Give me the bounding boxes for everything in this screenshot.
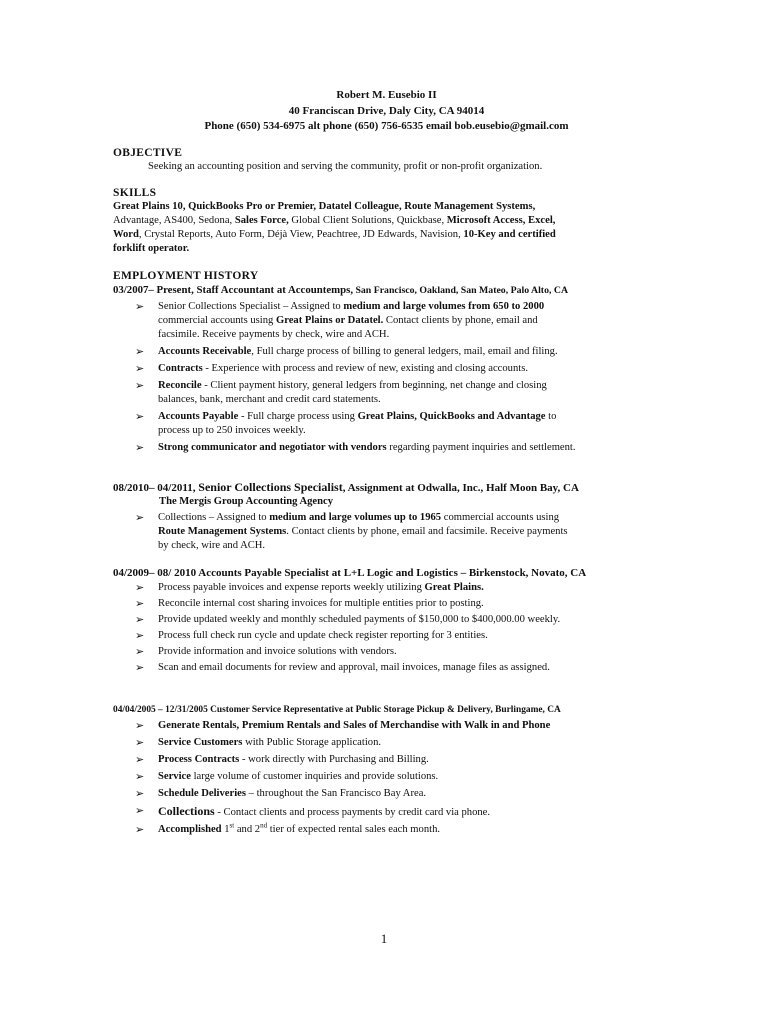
bullet-text: Collections [158,803,215,818]
bullet-text: , Full charge process of billing to general ledgers, mail, email and filing. [251,345,558,357]
bullet-text: - Contact clients and process payments by credit card via phone. [214,806,491,818]
list-item [113,804,660,820]
skills-text: , Crystal Reports, Auto Form, Déjà View, Peachtree, JD Edwards, Navision, [138,228,464,240]
skills-text: 10-Key and certified [463,228,556,240]
arrow-bullet-icon: ➢ [135,344,145,358]
skills-text: Microsoft Access, Excel, [446,214,556,226]
list-item [113,645,660,659]
list-item [113,736,660,750]
list-item [113,820,660,837]
bullet-text: Great Plains or Datatel. [275,314,384,326]
objective-section [113,146,660,174]
bullet-text: 1 [221,823,230,835]
bullet-text: st [229,820,235,829]
bullet-text: Accounts Payable [158,410,239,422]
skills-section [113,186,660,256]
bullet-text: commercial accounts using [158,314,276,326]
bullet-text: . Contact clients by phone, email and facsimile. Receive payments [286,525,568,537]
spacer [113,556,660,566]
bullet-text: commercial accounts using [441,511,560,523]
job-bullets [113,719,660,837]
arrow-bullet-icon: ➢ [135,644,145,658]
bullet-text: nd [260,820,268,829]
bullet-text: - work directly with Purchasing and Billing. [239,753,429,765]
bullet-text: tier of expected rental sales each month. [267,823,441,835]
bullet-text: Reconcile [158,379,202,391]
skills-line-2 [113,214,660,228]
skills-text: Global Client Solutions, Quickbase, [288,214,447,226]
bullet-text: with Public Storage application. [242,736,382,748]
list-item [113,661,660,675]
job-agency: The Mergis Group Accounting Agency [159,495,334,507]
bullet-text: Reconcile internal cost sharing invoices for multiple entities prior to posting. [158,597,484,609]
bullet-text: Schedule Deliveries [158,787,246,799]
bullet-text: Great Plains. [424,581,484,593]
job-heading [113,283,660,298]
skills-text: Advantage, AS400, Sedona, [113,214,235,226]
arrow-bullet-icon: ➢ [135,660,145,674]
list-item [113,770,660,784]
arrow-bullet-icon: ➢ [135,510,145,524]
list-item [113,410,660,438]
arrow-bullet-icon: ➢ [135,628,145,642]
arrow-bullet-icon: ➢ [135,378,145,392]
employment-title: EMPLOYMENT HISTORY [113,269,259,282]
bullet-text: Collections – Assigned to [158,511,270,523]
bullet-text: process up to 250 invoices weekly. [158,424,306,436]
bullet-text: Process Contracts [158,753,240,765]
bullet-text: - Experience with process and review of new, existing and closing accounts. [202,362,528,374]
list-item [113,441,660,455]
bullet-text: Provide updated weekly and monthly scheduled payments of $150,000 to $400,000.00 weekly. [158,613,561,625]
bullet-text: Accomplished [158,823,222,835]
job-heading-text: Senior Collections Specialist [198,479,343,494]
bullet-text: by check, wire and ACH. [158,539,266,551]
job-heading-text: , Assignment at Odwalla, Inc., Half Moon Bay, CA [342,481,579,494]
arrow-bullet-icon: ➢ [135,786,145,800]
bullet-text: Generate Rentals, Premium Rentals and Sales of Merchandise with Walk in and Phone [158,719,551,731]
list-item [113,511,660,553]
spacer [113,677,660,703]
bullet-text: Strong communicator and negotiator with vendors [158,441,387,453]
list-item [113,362,660,376]
bullet-text: Service Customers [158,736,243,748]
bullet-text: - Full charge process using [238,410,358,422]
job-heading: 04/2009– 08/ 2010 Accounts Payable Specialist at L+L Logic and Logistics – Birkenstock, Novato, CA [113,566,587,579]
objective-text: Seeking an accounting position and serving the community, profit or non-profit organization. [148,160,543,172]
arrow-bullet-icon: ➢ [135,769,145,783]
list-item [113,719,660,733]
candidate-name: Robert M. Eusebio II [336,89,437,101]
candidate-contact: Phone (650) 534-6975 alt phone (650) 756-6535 email bob.eusebio@gmail.com [204,120,569,132]
arrow-bullet-icon: ➢ [135,299,145,313]
bullet-text: to [545,410,557,422]
skills-line-1 [113,200,660,214]
arrow-bullet-icon: ➢ [135,822,145,836]
skills-text: forklift operator. [113,242,190,254]
skills-text: Sales Force, [234,214,289,226]
employment-section [113,269,660,837]
list-item [113,597,660,611]
bullet-text: facsimile. Receive payments by check, wire and ACH. [158,328,390,340]
list-item [113,379,660,407]
bullet-text: medium and large volumes from 650 to 2000 [343,300,545,312]
bullet-text: Accounts Receivable [158,345,252,357]
bullet-text: Route Management Systems [158,525,287,537]
bullet-text: – throughout the San Francisco Bay Area. [245,787,427,799]
bullet-text: Great Plains, QuickBooks and Advantage [357,410,546,422]
bullet-text: Contracts [158,362,203,374]
skills-text: Great Plains 10, QuickBooks Pro or Premier, Datatel Colleague, Route Management Systems, [113,200,536,212]
list-item [113,787,660,801]
bullet-text: and 2 [234,823,261,835]
bullet-text: balances, bank, merchant and credit card statements. [158,393,381,405]
job-bullets [113,581,660,675]
page-number: 1 [380,931,388,946]
skills-title: SKILLS [113,186,157,199]
bullet-text: Senior Collections Specialist – Assigned to [158,300,344,312]
job-heading: 04/04/2005 – 12/31/2005 Customer Service Representative at Public Storage Pickup & Delivery, Burlingame, CA [113,704,561,715]
spacer [113,458,660,480]
job-heading-text: San Francisco, Oakland, San Mateo, Palo Alto, CA [353,284,569,296]
list-item [113,300,660,342]
job-heading-text: 03/2007– Present, Staff Accountant at Accountemps, [113,283,354,296]
candidate-address: 40 Franciscan Drive, Daly City, CA 94014 [288,104,485,117]
skills-line-3 [113,228,660,242]
objective-title: OBJECTIVE [113,146,183,159]
resume-header [113,88,660,135]
arrow-bullet-icon: ➢ [135,752,145,766]
bullet-text: Process full check run cycle and update check register reporting for 3 entities. [158,629,488,641]
list-item [113,629,660,643]
list-item [113,613,660,627]
list-item [113,345,660,359]
bullet-text: Scan and email documents for review and approval, mail invoices, manage files as assigned. [158,661,550,673]
bullet-text: Process payable invoices and expense reports weekly utilizing [158,581,425,593]
skills-line-4 [113,242,660,256]
job-heading [113,480,660,495]
bullet-text: medium and large volumes up to 1965 [269,511,442,523]
job-bullets [113,511,660,553]
bullet-text: Contact clients by phone, email and [383,314,538,326]
skills-text: Word [113,228,139,240]
arrow-bullet-icon: ➢ [135,803,145,817]
bullet-text: - Client payment history, general ledgers from beginning, net change and closing [201,379,547,391]
bullet-text: Service [158,770,191,782]
arrow-bullet-icon: ➢ [135,612,145,626]
arrow-bullet-icon: ➢ [135,440,145,454]
bullet-text: large volume of customer inquiries and provide solutions. [190,770,439,782]
bullet-text: Provide information and invoice solutions with vendors. [158,645,397,657]
job-heading-text: 08/2010– 04/2011, [113,481,199,494]
list-item [113,581,660,595]
arrow-bullet-icon: ➢ [135,580,145,594]
job-bullets [113,300,660,455]
arrow-bullet-icon: ➢ [135,718,145,732]
arrow-bullet-icon: ➢ [135,361,145,375]
bullet-text: regarding payment inquiries and settlement. [386,441,576,453]
arrow-bullet-icon: ➢ [135,596,145,610]
list-item [113,753,660,767]
arrow-bullet-icon: ➢ [135,735,145,749]
arrow-bullet-icon: ➢ [135,409,145,423]
